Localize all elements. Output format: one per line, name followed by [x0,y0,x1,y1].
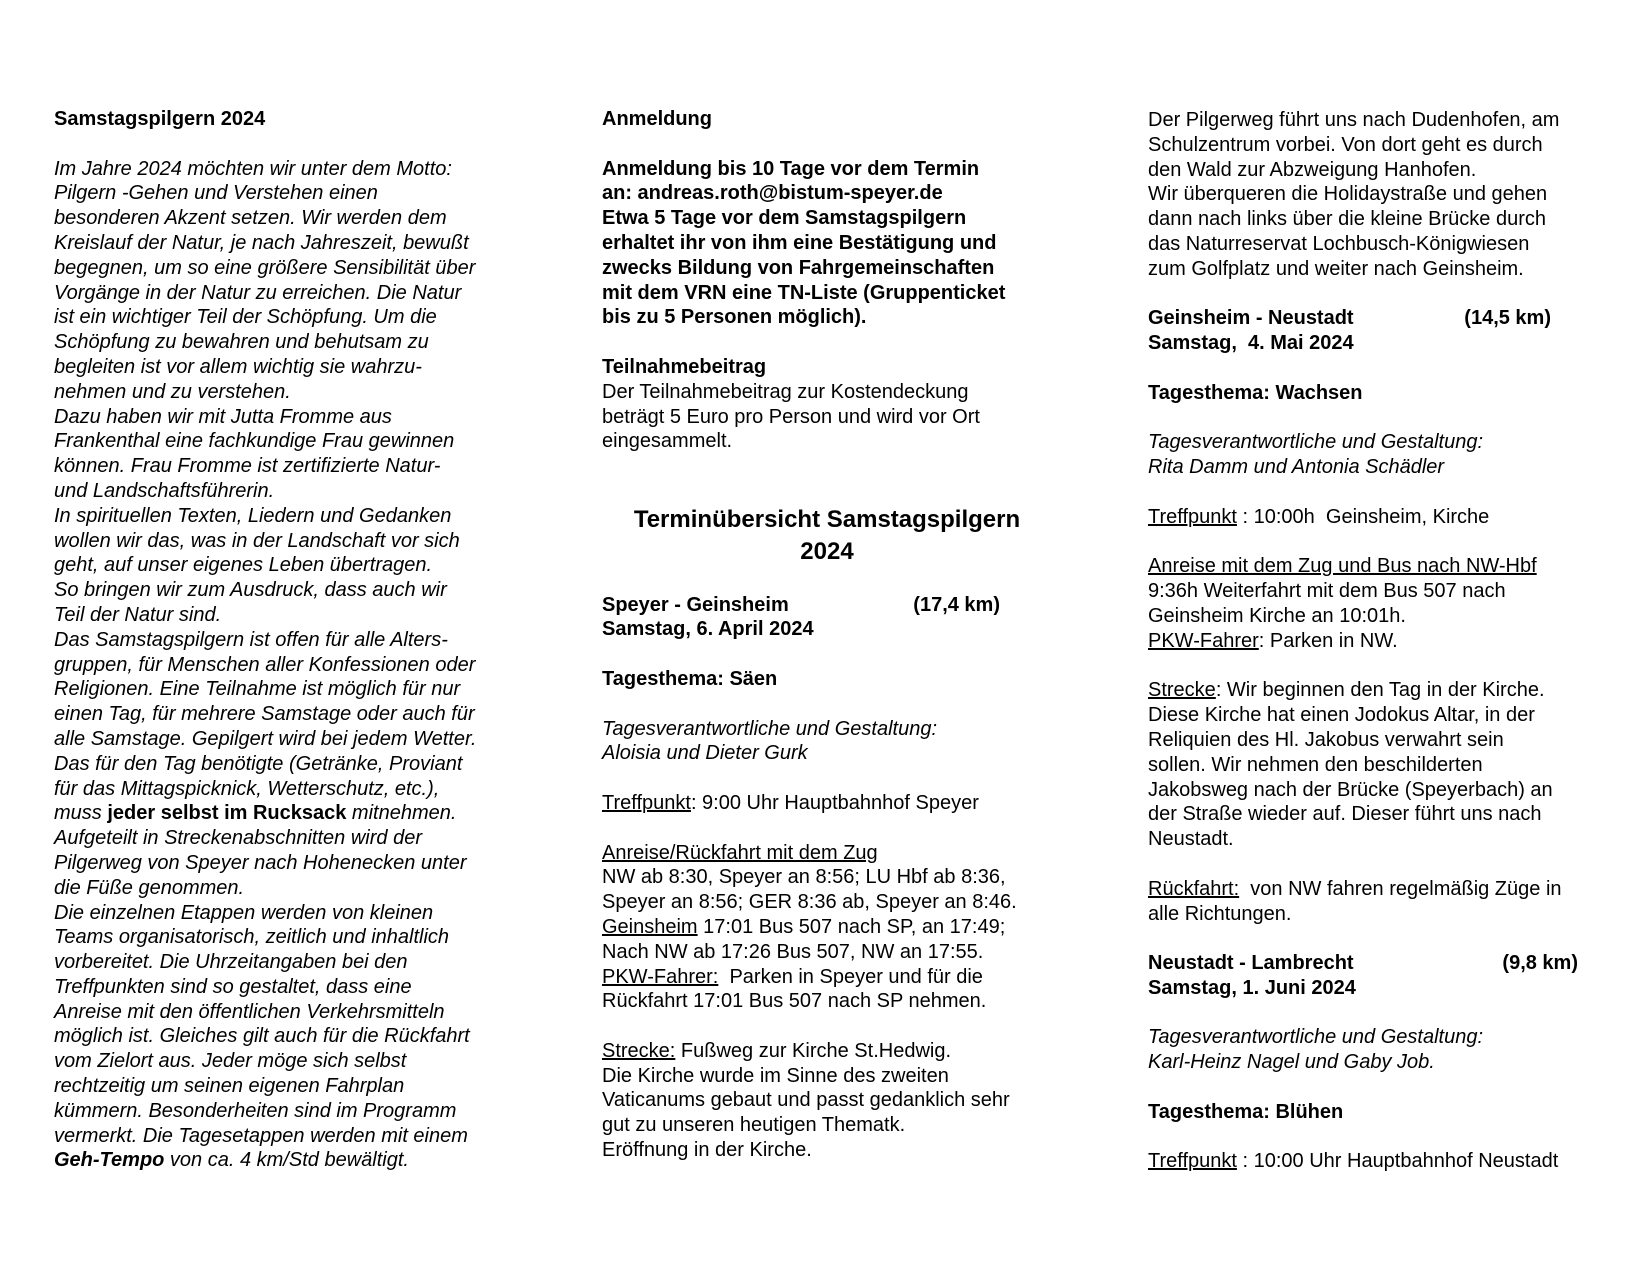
text-line: Etwa 5 Tage vor dem Samstagspilgern [602,207,967,230]
geinsheim-label: Geinsheim [602,915,698,938]
car-drivers [1148,629,1618,654]
meeting-point [602,791,1072,816]
text-line: erhaltet ihr von ihm eine Bestätigung und [602,231,997,254]
rucksack-pre: muss [54,802,108,825]
text-line: Pilgern -Gehen und Verstehen einen [54,182,378,205]
text-line: gut zu unseren heutigen Thematk. [602,1114,906,1137]
text-line: alle Richtungen. [1148,902,1292,925]
overview-title-year: 2024 [800,537,854,565]
text-line: alle Samstage. Gepilgert wird bei jedem Wetter. [54,727,477,750]
beitrag-title: Teilnahmebeitrag [602,355,767,378]
text-line: kümmern. Besonderheiten sind im Programm [54,1099,457,1122]
text-line: nehmen und zu verstehen. [54,380,291,403]
tempo-post: von ca. 4 km/Std bewältigt. [164,1149,409,1172]
text-line: die Füße genommen. [54,876,245,899]
text-line: zwecks Bildung von Fahrgemeinschaften [602,256,995,279]
meeting-text: : 10:00 Uhr Hauptbahnhof Neustadt [1236,1150,1559,1173]
text-line: für das Mittagspicknick, Wetterschutz, etc.), [54,777,440,800]
text-line: Rückfahrt 17:01 Bus 507 nach SP nehmen. [602,990,987,1013]
text-line: Dazu haben wir mit Jutta Fromme aus [54,405,392,428]
text-line: Schulzentrum vorbei. Von dort geht es durch [1148,133,1543,156]
text-line: Aufgeteilt in Streckenabschnitten wird der [54,827,422,850]
text-line: Neustadt. [1148,828,1234,851]
text-line: Die Kirche wurde im Sinne des zweiten [602,1064,949,1087]
text-line: 9:36h Weiterfahrt mit dem Bus 507 nach [1148,580,1506,603]
text-line: Anmeldung bis 10 Tage vor dem Termin [602,157,980,180]
car-label: PKW-Fahrer [1148,629,1259,652]
rucksack-post: mitnehmen. [346,802,457,825]
meeting-point [1148,1149,1618,1174]
rucksack-emphasis: jeder selbst im Rucksack [107,802,347,825]
anmeldung-text [602,157,1072,331]
meeting-text: : 9:00 Uhr Hauptbahnhof Speyer [690,791,979,814]
meeting-point [1148,505,1618,530]
responsible-names: Karl-Heinz Nagel und Gaby Job. [1148,1051,1435,1074]
text-line: Teil der Natur sind. [54,603,222,626]
tempo-line [54,1148,534,1173]
intro-text [54,157,534,1174]
text-line: der Straße wieder auf. Dieser führt uns nach [1148,803,1542,826]
text-line: Teams organisatorisch, zeitlich und inhaltlich [54,926,450,949]
text-line: Der Teilnahmebeitrag zur Kostendeckung [602,380,969,403]
meeting-label: Treffpunkt [1148,1150,1237,1173]
text-line: Im Jahre 2024 möchten wir unter dem Motto: [54,157,452,180]
text-line: zum Golfplatz und weiter nach Geinsheim. [1148,257,1524,280]
text-line: Das für den Tag benötigte (Getränke, Proviant [54,752,463,775]
responsible-names: Rita Damm und Antonia Schädler [1148,456,1445,479]
rucksack-line [54,801,534,826]
travel-label: Anreise mit dem Zug und Bus nach NW-Hbf [1148,555,1537,578]
travel-label: Anreise/Rückfahrt mit dem Zug [602,841,878,864]
text-line: wollen wir das, was in der Landschaft vor sich [54,529,460,552]
car-drivers [602,965,1072,990]
text-line: Das Samstagspilgern ist offen für alle Alters- [54,628,448,651]
car-text: : Parken in NW. [1258,629,1398,652]
stage-date: Samstag, 1. Juni 2024 [1148,976,1356,999]
stage-route: Neustadt - Lambrecht [1148,952,1354,975]
responsible-label: Tagesverantwortliche und Gestaltung: [602,717,938,740]
car-label: PKW-Fahrer: [602,965,719,988]
text-line: In spirituellen Texten, Liedern und Gedanken [54,504,452,527]
text-line: dann nach links über die kleine Brücke durch [1148,208,1547,231]
route-text: Fußweg zur Kirche St.Hedwig. [675,1039,952,1062]
email-line[interactable]: an: andreas.roth@bistum-speyer.de [602,182,943,205]
text-line: Schöpfung zu bewahren und behutsam zu [54,331,429,354]
stage-distance: (9,8 km) [1502,952,1578,975]
stage-theme: Tagesthema: Säen [602,667,778,690]
text-line: einen Tag, für mehrere Samstage oder auch für [54,703,475,726]
text-line: möglich ist. Gleiches gilt auch für die Rückfahrt [54,1025,470,1048]
text-line: vom Zielort aus. Jeder möge sich selbst [54,1050,407,1073]
meeting-label: Treffpunkt [1148,505,1237,528]
route-label: Strecke: [602,1039,676,1062]
text-line: Geinsheim Kirche an 10:01h. [1148,604,1406,627]
text-line: mit dem VRN eine TN-Liste (Gruppenticket [602,281,1006,304]
text-line: können. Frau Fromme ist zertifizierte Natur- [54,455,441,478]
stage-date: Samstag, 4. Mai 2024 [1148,332,1354,355]
text-line: begleiten ist vor allem wichtig sie wahrzu- [54,355,422,378]
text-line: NW ab 8:30, Speyer an 8:56; LU Hbf ab 8:36, [602,866,1006,889]
route-description [602,1039,1072,1064]
responsible-label: Tagesverantwortliche und Gestaltung: [1148,1026,1484,1049]
route-label: Strecke [1148,679,1216,702]
text-line: eingesammelt. [602,430,733,453]
text-line: Diese Kirche hat einen Jodokus Altar, in der [1148,704,1535,727]
text-line: Wir überqueren die Holidaystraße und gehen [1148,183,1548,206]
stage-route: Speyer - Geinsheim [602,593,789,616]
column-registration [602,107,1072,1163]
text-line: Pilgerweg von Speyer nach Hohenecken unter [54,851,467,874]
text-line: bis zu 5 Personen möglich). [602,306,867,329]
anmeldung-title: Anmeldung [602,108,712,130]
column-introduction [54,107,534,1173]
column-stages [1148,108,1618,1174]
stage-distance: (17,4 km) [913,593,1000,616]
text-line: Kreislauf der Natur, je nach Jahreszeit, bewußt [54,231,469,254]
text-line: sollen. Wir nehmen den beschilderten [1148,753,1483,776]
text-line: vermerkt. Die Tagesetappen werden mit einem [54,1124,468,1147]
text-line: und Landschaftsführerin. [54,479,275,502]
return-text: von NW fahren regelmäßig Züge in [1239,877,1562,900]
text-line: vorbereitet. Die Uhrzeitangaben bei den [54,951,408,974]
route-description [1148,678,1618,703]
route-text: : Wir beginnen den Tag in der Kirche. [1215,679,1545,702]
text-line: rechtzeitig um seinen eigenen Fahrplan [54,1075,405,1098]
text-line: Frankenthal eine fachkundige Frau gewinnen [54,430,455,453]
text-line: So bringen wir zum Ausdruck, dass auch wir [54,579,447,602]
text-line: Anreise mit den öffentlichen Verkehrsmitteln [54,1000,445,1023]
text-line: das Naturreservat Lochbusch-Königwiesen [1148,232,1530,255]
stage-theme: Tagesthema: Wachsen [1148,381,1363,404]
text-line: Vorgänge in der Natur zu erreichen. Die Natur [54,281,462,304]
text-line: Nach NW ab 17:26 Bus 507, NW an 17:55. [602,940,984,963]
text-line: Die einzelnen Etappen werden von kleinen [54,901,434,924]
text-line: ist ein wichtiger Teil der Schöpfung. Um die [54,306,437,329]
overview-title [602,504,1052,568]
text-line: Der Pilgerweg führt uns nach Dudenhofen, am [1148,109,1560,131]
return-label: Rückfahrt: [1148,877,1240,900]
section-title: Samstagspilgern 2024 [54,108,266,130]
text-line: begegnen, um so eine größere Sensibilität über [54,256,476,279]
text-line: geht, auf unser eigenes Leben übertragen. [54,554,433,577]
geinsheim-text: 17:01 Bus 507 nach SP, an 17:49; [697,915,1006,938]
stage-theme: Tagesthema: Blühen [1148,1100,1344,1123]
text-line: Treffpunkten sind so gestaltet, dass eine [54,975,412,998]
responsible-names: Aloisia und Dieter Gurk [602,742,808,765]
return-bus [602,915,1072,940]
text-line: den Wald zur Abzweigung Hanhofen. [1148,158,1477,181]
text-line: Jakobsweg nach der Brücke (Speyerbach) an [1148,778,1553,801]
overview-title-line: Terminübersicht Samstagspilgern [633,505,1021,533]
text-line: Eröffnung in der Kirche. [602,1139,812,1162]
text-line: Reliquien des Hl. Jakobus verwahrt sein [1148,728,1504,751]
meeting-label: Treffpunkt [602,791,691,814]
tempo-emphasis: Geh-Tempo [54,1149,165,1172]
stage-date: Samstag, 6. April 2024 [602,618,814,641]
return-trip [1148,877,1618,902]
car-text: Parken in Speyer und für die [718,965,983,988]
stage-header [602,593,1000,618]
stage-distance: (14,5 km) [1464,307,1551,330]
text-line: Speyer an 8:56; GER 8:36 ab, Speyer an 8:46. [602,891,1017,914]
text-line: beträgt 5 Euro pro Person und wird vor Ort [602,405,980,428]
stage-header [1148,951,1578,976]
stage-header [1148,306,1551,331]
responsible-label: Tagesverantwortliche und Gestaltung: [1148,431,1484,454]
text-line: besonderen Akzent setzen. Wir werden dem [54,207,447,230]
text-line: Vaticanums gebaut und passt gedanklich sehr [602,1089,1010,1112]
text-line: Religionen. Eine Teilnahme ist möglich für nur [54,678,461,701]
stage-route: Geinsheim - Neustadt [1148,307,1354,330]
text-line: gruppen, für Menschen aller Konfessionen oder [54,653,476,676]
meeting-text: : 10:00h Geinsheim, Kirche [1236,505,1490,528]
